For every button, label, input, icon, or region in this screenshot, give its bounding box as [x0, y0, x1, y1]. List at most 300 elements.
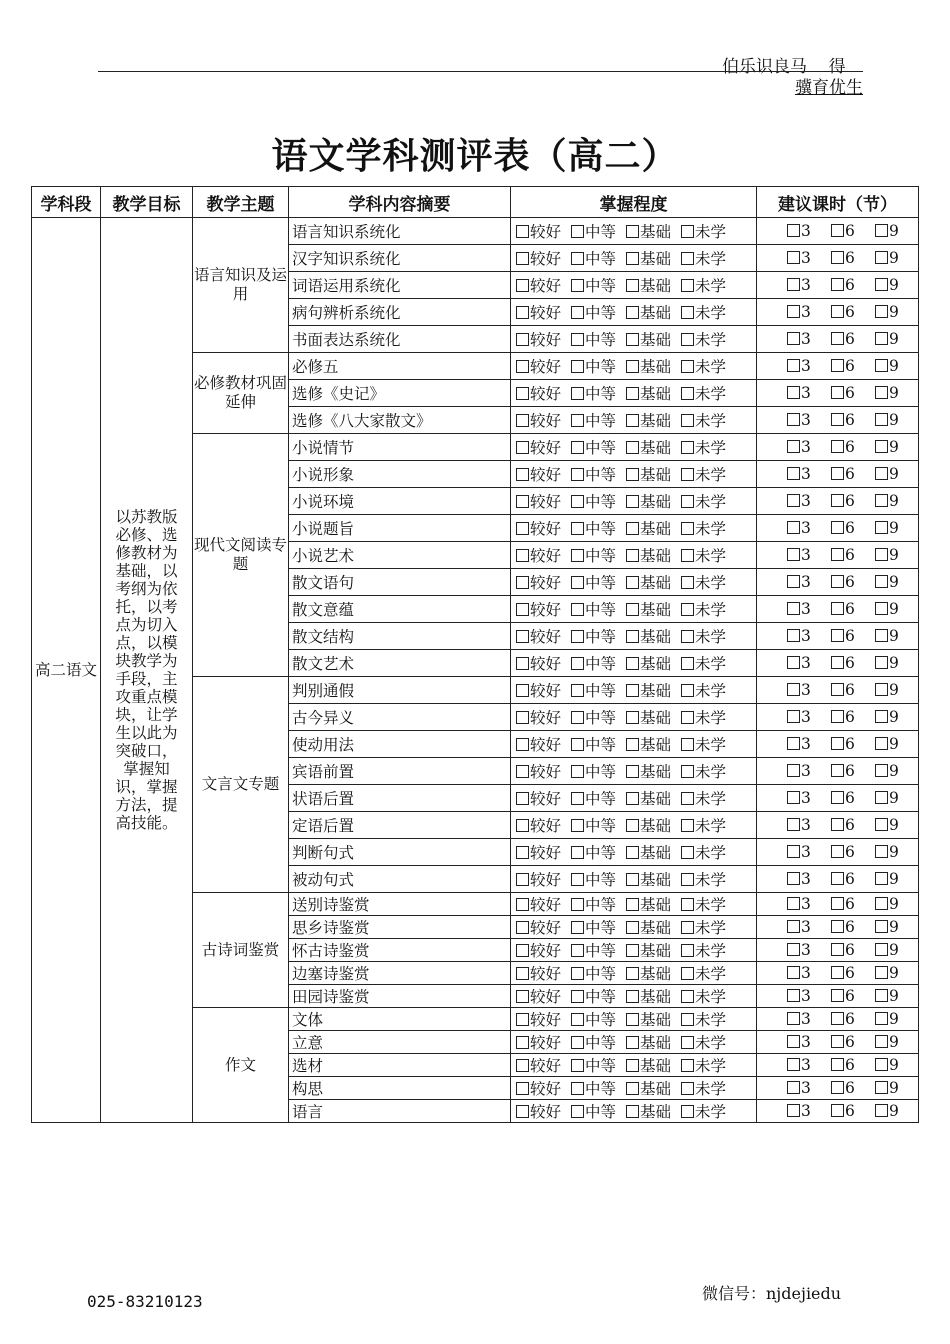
checkbox-icon[interactable]: [831, 602, 844, 615]
hours-option[interactable]: [875, 438, 919, 456]
hours-option[interactable]: [831, 708, 875, 726]
mastery-option[interactable]: [681, 574, 726, 592]
checkbox-icon[interactable]: [626, 684, 639, 697]
mastery-option[interactable]: [626, 1011, 671, 1029]
checkbox-icon[interactable]: [875, 386, 888, 399]
hours-option[interactable]: [831, 681, 875, 699]
mastery-option[interactable]: [571, 466, 616, 484]
hours-option[interactable]: [831, 546, 875, 564]
mastery-option[interactable]: [516, 385, 561, 403]
checkbox-icon[interactable]: [626, 711, 639, 724]
mastery-option[interactable]: [571, 1011, 616, 1029]
hours-option[interactable]: [875, 681, 919, 699]
checkbox-icon[interactable]: [831, 278, 844, 291]
hours-option[interactable]: [831, 895, 875, 913]
mastery-option[interactable]: [571, 736, 616, 754]
hours-option[interactable]: [787, 681, 831, 699]
checkbox-icon[interactable]: [681, 576, 694, 589]
checkbox-icon[interactable]: [626, 495, 639, 508]
hours-option[interactable]: [831, 384, 875, 402]
checkbox-icon[interactable]: [626, 792, 639, 805]
checkbox-icon[interactable]: [875, 966, 888, 979]
checkbox-icon[interactable]: [516, 765, 529, 778]
checkbox-icon[interactable]: [875, 845, 888, 858]
checkbox-icon[interactable]: [571, 990, 584, 1003]
mastery-option[interactable]: [516, 1103, 561, 1121]
checkbox-icon[interactable]: [681, 1082, 694, 1095]
checkbox-icon[interactable]: [681, 495, 694, 508]
hours-option[interactable]: [831, 357, 875, 375]
hours-option[interactable]: [831, 870, 875, 888]
checkbox-icon[interactable]: [831, 818, 844, 831]
mastery-option[interactable]: [681, 844, 726, 862]
checkbox-icon[interactable]: [516, 441, 529, 454]
hours-option[interactable]: [875, 762, 919, 780]
checkbox-icon[interactable]: [831, 575, 844, 588]
checkbox-icon[interactable]: [787, 966, 800, 979]
mastery-option[interactable]: [516, 871, 561, 889]
mastery-option[interactable]: [626, 601, 671, 619]
mastery-option[interactable]: [681, 547, 726, 565]
checkbox-icon[interactable]: [831, 989, 844, 1002]
hours-option[interactable]: [875, 465, 919, 483]
checkbox-icon[interactable]: [831, 251, 844, 264]
mastery-option[interactable]: [681, 763, 726, 781]
checkbox-icon[interactable]: [516, 279, 529, 292]
hours-option[interactable]: [787, 941, 831, 959]
hours-option[interactable]: [787, 627, 831, 645]
mastery-option[interactable]: [516, 331, 561, 349]
hours-option[interactable]: [831, 918, 875, 936]
hours-option[interactable]: [787, 1056, 831, 1074]
checkbox-icon[interactable]: [626, 414, 639, 427]
checkbox-icon[interactable]: [626, 360, 639, 373]
checkbox-icon[interactable]: [787, 1035, 800, 1048]
mastery-option[interactable]: [571, 250, 616, 268]
checkbox-icon[interactable]: [681, 873, 694, 886]
mastery-option[interactable]: [516, 277, 561, 295]
checkbox-icon[interactable]: [875, 251, 888, 264]
checkbox-icon[interactable]: [875, 629, 888, 642]
checkbox-icon[interactable]: [516, 630, 529, 643]
checkbox-icon[interactable]: [681, 1105, 694, 1118]
checkbox-icon[interactable]: [875, 1012, 888, 1025]
checkbox-icon[interactable]: [571, 414, 584, 427]
hours-option[interactable]: [787, 303, 831, 321]
checkbox-icon[interactable]: [571, 333, 584, 346]
mastery-option[interactable]: [626, 331, 671, 349]
checkbox-icon[interactable]: [626, 990, 639, 1003]
checkbox-icon[interactable]: [516, 921, 529, 934]
hours-option[interactable]: [875, 918, 919, 936]
mastery-option[interactable]: [571, 277, 616, 295]
checkbox-icon[interactable]: [875, 1058, 888, 1071]
checkbox-icon[interactable]: [831, 710, 844, 723]
checkbox-icon[interactable]: [516, 252, 529, 265]
checkbox-icon[interactable]: [571, 873, 584, 886]
checkbox-icon[interactable]: [787, 1104, 800, 1117]
checkbox-icon[interactable]: [516, 333, 529, 346]
hours-option[interactable]: [831, 573, 875, 591]
checkbox-icon[interactable]: [626, 630, 639, 643]
checkbox-icon[interactable]: [571, 603, 584, 616]
checkbox-icon[interactable]: [787, 897, 800, 910]
checkbox-icon[interactable]: [516, 1082, 529, 1095]
mastery-option[interactable]: [516, 304, 561, 322]
mastery-option[interactable]: [626, 736, 671, 754]
checkbox-icon[interactable]: [787, 413, 800, 426]
hours-option[interactable]: [875, 964, 919, 982]
checkbox-icon[interactable]: [681, 603, 694, 616]
hours-option[interactable]: [875, 303, 919, 321]
checkbox-icon[interactable]: [516, 1036, 529, 1049]
mastery-option[interactable]: [681, 601, 726, 619]
checkbox-icon[interactable]: [831, 737, 844, 750]
checkbox-icon[interactable]: [787, 602, 800, 615]
checkbox-icon[interactable]: [516, 792, 529, 805]
checkbox-icon[interactable]: [875, 791, 888, 804]
hours-option[interactable]: [831, 627, 875, 645]
mastery-option[interactable]: [571, 709, 616, 727]
checkbox-icon[interactable]: [875, 359, 888, 372]
hours-option[interactable]: [831, 964, 875, 982]
checkbox-icon[interactable]: [681, 819, 694, 832]
checkbox-icon[interactable]: [875, 494, 888, 507]
mastery-option[interactable]: [681, 1011, 726, 1029]
checkbox-icon[interactable]: [626, 846, 639, 859]
checkbox-icon[interactable]: [875, 332, 888, 345]
checkbox-icon[interactable]: [571, 684, 584, 697]
mastery-option[interactable]: [681, 223, 726, 241]
checkbox-icon[interactable]: [787, 332, 800, 345]
checkbox-icon[interactable]: [787, 629, 800, 642]
mastery-option[interactable]: [571, 942, 616, 960]
mastery-option[interactable]: [516, 547, 561, 565]
mastery-option[interactable]: [681, 942, 726, 960]
hours-option[interactable]: [787, 249, 831, 267]
mastery-option[interactable]: [571, 817, 616, 835]
checkbox-icon[interactable]: [516, 387, 529, 400]
hours-option[interactable]: [875, 1033, 919, 1051]
checkbox-icon[interactable]: [571, 792, 584, 805]
checkbox-icon[interactable]: [516, 468, 529, 481]
checkbox-icon[interactable]: [626, 1082, 639, 1095]
mastery-option[interactable]: [571, 304, 616, 322]
hours-option[interactable]: [831, 1102, 875, 1120]
checkbox-icon[interactable]: [626, 1036, 639, 1049]
mastery-option[interactable]: [681, 277, 726, 295]
checkbox-icon[interactable]: [571, 846, 584, 859]
checkbox-icon[interactable]: [571, 630, 584, 643]
mastery-option[interactable]: [571, 790, 616, 808]
mastery-option[interactable]: [626, 965, 671, 983]
checkbox-icon[interactable]: [787, 305, 800, 318]
mastery-option[interactable]: [571, 988, 616, 1006]
mastery-option[interactable]: [516, 358, 561, 376]
hours-option[interactable]: [787, 276, 831, 294]
mastery-option[interactable]: [571, 628, 616, 646]
checkbox-icon[interactable]: [571, 549, 584, 562]
checkbox-icon[interactable]: [875, 1035, 888, 1048]
hours-option[interactable]: [875, 1102, 919, 1120]
mastery-option[interactable]: [626, 520, 671, 538]
checkbox-icon[interactable]: [571, 944, 584, 957]
hours-option[interactable]: [787, 816, 831, 834]
checkbox-icon[interactable]: [571, 921, 584, 934]
hours-option[interactable]: [787, 654, 831, 672]
checkbox-icon[interactable]: [626, 967, 639, 980]
checkbox-icon[interactable]: [831, 872, 844, 885]
hours-option[interactable]: [787, 1033, 831, 1051]
checkbox-icon[interactable]: [831, 764, 844, 777]
mastery-option[interactable]: [681, 439, 726, 457]
hours-option[interactable]: [831, 303, 875, 321]
checkbox-icon[interactable]: [681, 252, 694, 265]
mastery-option[interactable]: [681, 655, 726, 673]
hours-option[interactable]: [787, 222, 831, 240]
mastery-option[interactable]: [571, 919, 616, 937]
checkbox-icon[interactable]: [681, 279, 694, 292]
checkbox-icon[interactable]: [831, 629, 844, 642]
hours-option[interactable]: [831, 1033, 875, 1051]
hours-option[interactable]: [787, 987, 831, 1005]
mastery-option[interactable]: [626, 1080, 671, 1098]
mastery-option[interactable]: [626, 790, 671, 808]
checkbox-icon[interactable]: [571, 576, 584, 589]
checkbox-icon[interactable]: [681, 1013, 694, 1026]
mastery-option[interactable]: [681, 736, 726, 754]
mastery-option[interactable]: [571, 223, 616, 241]
mastery-option[interactable]: [571, 358, 616, 376]
mastery-option[interactable]: [626, 942, 671, 960]
checkbox-icon[interactable]: [875, 467, 888, 480]
hours-option[interactable]: [787, 519, 831, 537]
checkbox-icon[interactable]: [571, 468, 584, 481]
checkbox-icon[interactable]: [831, 845, 844, 858]
mastery-option[interactable]: [681, 682, 726, 700]
hours-option[interactable]: [875, 735, 919, 753]
checkbox-icon[interactable]: [516, 1105, 529, 1118]
checkbox-icon[interactable]: [831, 440, 844, 453]
checkbox-icon[interactable]: [787, 989, 800, 1002]
mastery-option[interactable]: [681, 790, 726, 808]
hours-option[interactable]: [787, 357, 831, 375]
checkbox-icon[interactable]: [571, 738, 584, 751]
hours-option[interactable]: [831, 222, 875, 240]
checkbox-icon[interactable]: [626, 921, 639, 934]
checkbox-icon[interactable]: [787, 251, 800, 264]
checkbox-icon[interactable]: [571, 1082, 584, 1095]
mastery-option[interactable]: [626, 574, 671, 592]
mastery-option[interactable]: [626, 223, 671, 241]
mastery-option[interactable]: [626, 1103, 671, 1121]
mastery-option[interactable]: [571, 412, 616, 430]
mastery-option[interactable]: [626, 763, 671, 781]
mastery-option[interactable]: [681, 304, 726, 322]
hours-option[interactable]: [875, 384, 919, 402]
checkbox-icon[interactable]: [831, 467, 844, 480]
mastery-option[interactable]: [681, 412, 726, 430]
checkbox-icon[interactable]: [626, 873, 639, 886]
mastery-option[interactable]: [516, 1080, 561, 1098]
hours-option[interactable]: [831, 1079, 875, 1097]
hours-option[interactable]: [875, 941, 919, 959]
checkbox-icon[interactable]: [875, 548, 888, 561]
checkbox-icon[interactable]: [571, 967, 584, 980]
checkbox-icon[interactable]: [626, 765, 639, 778]
checkbox-icon[interactable]: [571, 1059, 584, 1072]
checkbox-icon[interactable]: [516, 819, 529, 832]
checkbox-icon[interactable]: [875, 521, 888, 534]
checkbox-icon[interactable]: [516, 1013, 529, 1026]
checkbox-icon[interactable]: [516, 306, 529, 319]
hours-option[interactable]: [831, 654, 875, 672]
mastery-option[interactable]: [571, 965, 616, 983]
checkbox-icon[interactable]: [681, 684, 694, 697]
checkbox-icon[interactable]: [831, 966, 844, 979]
hours-option[interactable]: [875, 789, 919, 807]
hours-option[interactable]: [787, 918, 831, 936]
hours-option[interactable]: [875, 708, 919, 726]
mastery-option[interactable]: [516, 988, 561, 1006]
checkbox-icon[interactable]: [681, 738, 694, 751]
mastery-option[interactable]: [681, 817, 726, 835]
checkbox-icon[interactable]: [875, 897, 888, 910]
mastery-option[interactable]: [571, 682, 616, 700]
checkbox-icon[interactable]: [571, 279, 584, 292]
checkbox-icon[interactable]: [831, 897, 844, 910]
hours-option[interactable]: [875, 330, 919, 348]
mastery-option[interactable]: [571, 520, 616, 538]
checkbox-icon[interactable]: [626, 522, 639, 535]
hours-option[interactable]: [787, 384, 831, 402]
mastery-option[interactable]: [516, 439, 561, 457]
checkbox-icon[interactable]: [831, 359, 844, 372]
mastery-option[interactable]: [571, 547, 616, 565]
checkbox-icon[interactable]: [875, 943, 888, 956]
mastery-option[interactable]: [626, 628, 671, 646]
checkbox-icon[interactable]: [571, 657, 584, 670]
checkbox-icon[interactable]: [571, 819, 584, 832]
checkbox-icon[interactable]: [516, 1059, 529, 1072]
mastery-option[interactable]: [571, 1103, 616, 1121]
mastery-option[interactable]: [516, 763, 561, 781]
checkbox-icon[interactable]: [516, 944, 529, 957]
mastery-option[interactable]: [571, 1034, 616, 1052]
hours-option[interactable]: [831, 465, 875, 483]
hours-option[interactable]: [831, 941, 875, 959]
checkbox-icon[interactable]: [787, 440, 800, 453]
hours-option[interactable]: [831, 249, 875, 267]
checkbox-icon[interactable]: [787, 656, 800, 669]
mastery-option[interactable]: [681, 1103, 726, 1121]
checkbox-icon[interactable]: [787, 278, 800, 291]
hours-option[interactable]: [831, 519, 875, 537]
checkbox-icon[interactable]: [516, 738, 529, 751]
checkbox-icon[interactable]: [681, 765, 694, 778]
checkbox-icon[interactable]: [516, 495, 529, 508]
checkbox-icon[interactable]: [787, 521, 800, 534]
mastery-option[interactable]: [681, 871, 726, 889]
mastery-option[interactable]: [516, 736, 561, 754]
mastery-option[interactable]: [571, 871, 616, 889]
checkbox-icon[interactable]: [571, 711, 584, 724]
checkbox-icon[interactable]: [875, 710, 888, 723]
checkbox-icon[interactable]: [787, 548, 800, 561]
hours-option[interactable]: [831, 438, 875, 456]
checkbox-icon[interactable]: [681, 630, 694, 643]
checkbox-icon[interactable]: [787, 818, 800, 831]
checkbox-icon[interactable]: [875, 1081, 888, 1094]
hours-option[interactable]: [831, 1056, 875, 1074]
checkbox-icon[interactable]: [626, 738, 639, 751]
checkbox-icon[interactable]: [516, 684, 529, 697]
checkbox-icon[interactable]: [681, 990, 694, 1003]
hours-option[interactable]: [875, 987, 919, 1005]
checkbox-icon[interactable]: [875, 872, 888, 885]
hours-option[interactable]: [787, 438, 831, 456]
mastery-option[interactable]: [681, 1057, 726, 1075]
mastery-option[interactable]: [681, 628, 726, 646]
mastery-option[interactable]: [681, 466, 726, 484]
checkbox-icon[interactable]: [681, 846, 694, 859]
checkbox-icon[interactable]: [681, 792, 694, 805]
checkbox-icon[interactable]: [787, 1081, 800, 1094]
checkbox-icon[interactable]: [787, 224, 800, 237]
checkbox-icon[interactable]: [626, 549, 639, 562]
checkbox-icon[interactable]: [875, 440, 888, 453]
hours-option[interactable]: [787, 843, 831, 861]
checkbox-icon[interactable]: [571, 898, 584, 911]
checkbox-icon[interactable]: [571, 252, 584, 265]
checkbox-icon[interactable]: [681, 898, 694, 911]
mastery-option[interactable]: [681, 520, 726, 538]
mastery-option[interactable]: [516, 601, 561, 619]
mastery-option[interactable]: [571, 655, 616, 673]
checkbox-icon[interactable]: [787, 845, 800, 858]
hours-option[interactable]: [787, 546, 831, 564]
mastery-option[interactable]: [681, 250, 726, 268]
hours-option[interactable]: [875, 627, 919, 645]
hours-option[interactable]: [875, 222, 919, 240]
hours-option[interactable]: [831, 330, 875, 348]
mastery-option[interactable]: [571, 439, 616, 457]
hours-option[interactable]: [875, 843, 919, 861]
hours-option[interactable]: [831, 600, 875, 618]
mastery-option[interactable]: [681, 965, 726, 983]
hours-option[interactable]: [831, 987, 875, 1005]
hours-option[interactable]: [875, 573, 919, 591]
hours-option[interactable]: [875, 870, 919, 888]
mastery-option[interactable]: [571, 331, 616, 349]
checkbox-icon[interactable]: [626, 819, 639, 832]
checkbox-icon[interactable]: [626, 1105, 639, 1118]
checkbox-icon[interactable]: [875, 989, 888, 1002]
checkbox-icon[interactable]: [875, 920, 888, 933]
mastery-option[interactable]: [516, 919, 561, 937]
mastery-option[interactable]: [516, 790, 561, 808]
hours-option[interactable]: [875, 546, 919, 564]
checkbox-icon[interactable]: [787, 872, 800, 885]
checkbox-icon[interactable]: [681, 414, 694, 427]
checkbox-icon[interactable]: [571, 225, 584, 238]
mastery-option[interactable]: [516, 942, 561, 960]
checkbox-icon[interactable]: [831, 656, 844, 669]
hours-option[interactable]: [787, 964, 831, 982]
hours-option[interactable]: [875, 654, 919, 672]
hours-option[interactable]: [831, 843, 875, 861]
mastery-option[interactable]: [516, 844, 561, 862]
